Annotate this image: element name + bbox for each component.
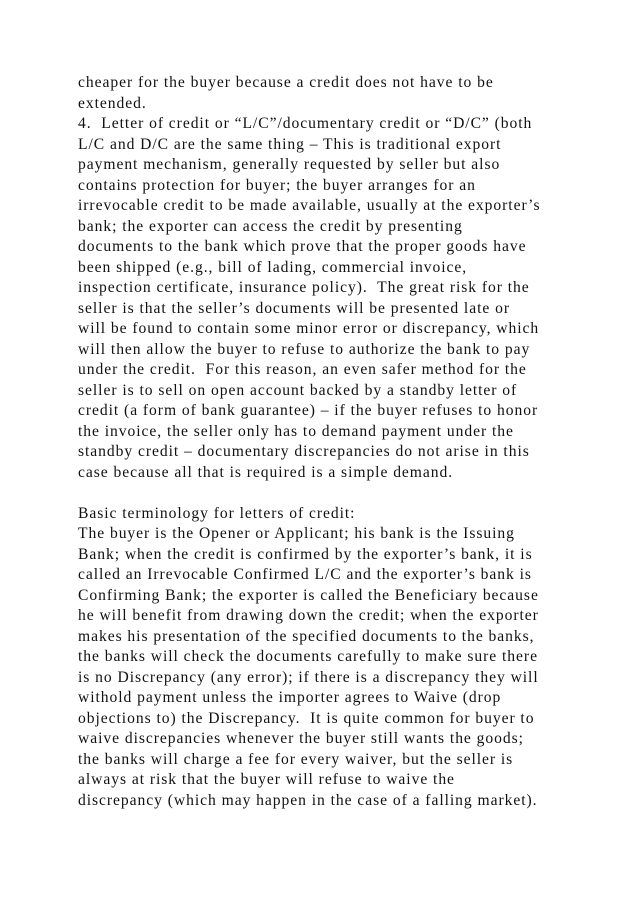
text-line: credit (a form of bank guarantee) – if the buyer refuses to honor (78, 402, 539, 419)
text-line: will then allow the buyer to refuse to authorize the bank to pay (78, 340, 531, 358)
text-line: bank; the exporter can access the credit by presenting (78, 217, 463, 235)
text-line: makes his presentation of the specified documents to the banks, (78, 627, 535, 645)
text-line: seller is to sell on open account backed by a standby letter of (78, 381, 518, 399)
blank-line (78, 483, 618, 504)
text-line: Confirming Bank; the exporter is called the Beneficiary because (78, 586, 539, 604)
text-line: the invoice, the seller only has to demand payment under the (78, 422, 514, 440)
text-line: discrepancy (which may happen in the case of a falling market). (78, 791, 538, 809)
text-line: called an Irrevocable Confirmed L/C and the exporter’s bank is (78, 566, 532, 583)
text-line: always at risk that the buyer will refuse to waive the (78, 771, 455, 788)
text-line: case because all that is required is a simple demand. (78, 463, 454, 481)
text-line: the banks will charge a fee for every waiver, but the seller is (78, 750, 514, 768)
text-line: will be found to contain some minor error or discrepancy, which (78, 320, 540, 337)
document-body (78, 73, 618, 811)
section-heading: Basic terminology for letters of credit: (78, 504, 356, 522)
text-line: documents to the bank which prove that the proper goods have (78, 238, 527, 255)
text-line: objections to) the Discrepancy. It is quite common for buyer to (78, 709, 535, 727)
text-line: inspection certificate, insurance policy). The great risk for the (78, 279, 530, 296)
text-line: waive discrepancies whenever the buyer still wants the goods; (78, 730, 524, 747)
text-line: standby credit – documentary discrepancies do not arise in this (78, 443, 530, 460)
text-line: he will benefit from drawing down the credit; when the exporter (78, 607, 539, 624)
text-line: under the credit. For this reason, an even safer method for the (78, 361, 527, 378)
text-line: irrevocable credit to be made available, usually at the exporter’s (78, 197, 541, 214)
text-line: cheaper for the buyer because a credit does not have to be (78, 74, 494, 91)
text-line: contains protection for buyer; the buyer arranges for an (78, 176, 476, 194)
text-line: extended. (78, 94, 147, 112)
text-line: The buyer is the Opener or Applicant; his bank is the Issuing (78, 525, 515, 542)
text-line: withold payment unless the importer agrees to Waive (drop (78, 689, 502, 706)
text-line: payment mechanism, generally requested by seller but also (78, 156, 501, 173)
text-line: been shipped (e.g., bill of lading, commercial invoice, (78, 258, 468, 276)
text-line: L/C and D/C are the same thing – This is traditional export (78, 135, 502, 153)
text-line: the banks will check the documents carefully to make sure there (78, 648, 538, 665)
text-line: seller is that the seller’s documents will be presented late or (78, 299, 510, 317)
text-line: Bank; when the credit is confirmed by the exporter’s bank, it is (78, 545, 533, 563)
text-line: is no Discrepancy (any error); if there is a discrepancy they will (78, 668, 539, 686)
text-line: 4. Letter of credit or “L/C”/documentary credit or “D/C” (both (78, 115, 533, 132)
